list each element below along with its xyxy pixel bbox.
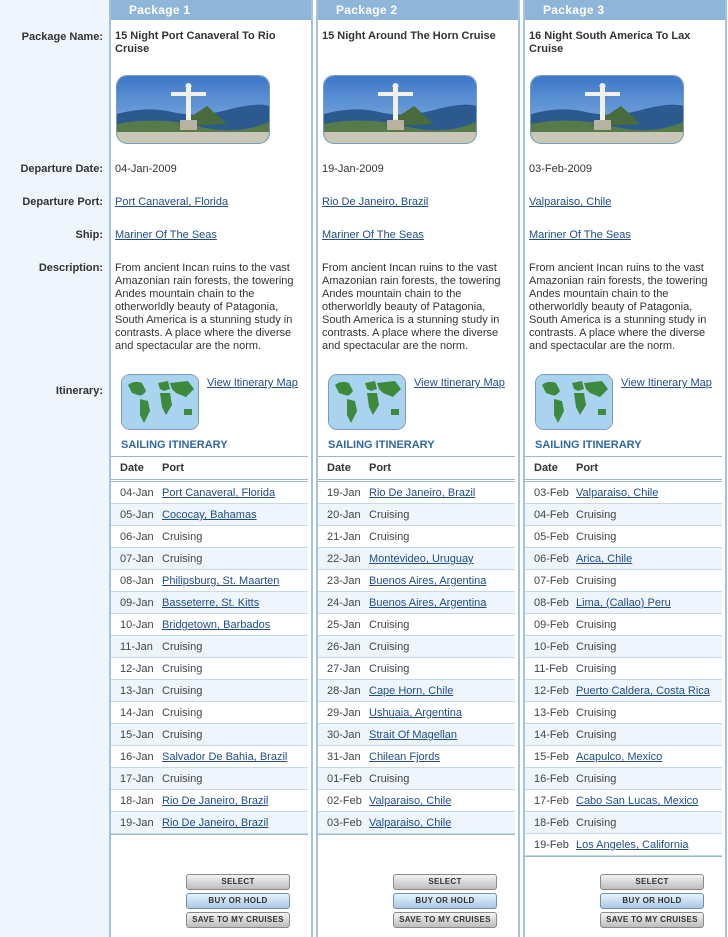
row-port-link[interactable]: Salvador De Bahia, Brazil [162, 751, 288, 763]
row-port: Cruising [576, 619, 617, 631]
rio-cruise-photo [323, 75, 477, 144]
table-row [318, 768, 515, 790]
row-date: 15-Feb [534, 751, 569, 763]
row-port: Cruising [162, 729, 203, 741]
ship-link[interactable]: Mariner Of The Seas [529, 229, 631, 241]
package-header: Package 3 [525, 0, 725, 20]
row-port: Cruising [576, 663, 617, 675]
table-row [525, 592, 722, 614]
row-date: 29-Jan [327, 707, 361, 719]
package-name: 15 Night Around The Horn Cruise [322, 30, 496, 42]
table-row [318, 504, 515, 526]
row-port-link[interactable]: Port Canaveral, Florida [162, 487, 276, 499]
label-column [0, 0, 109, 937]
row-port: Cruising [576, 531, 617, 543]
rio-cruise-photo [530, 75, 684, 144]
table-row [318, 526, 515, 548]
itinerary-table [525, 456, 722, 857]
row-date: 05-Jan [120, 509, 154, 521]
row-port-link[interactable]: Buenos Aires, Argentina [369, 597, 487, 609]
row-port: Cruising [576, 509, 617, 521]
select-button[interactable]: SELECT [186, 874, 290, 890]
departure-date: 03-Feb-2009 [529, 163, 592, 175]
table-row [111, 724, 308, 746]
row-date: 03-Feb [534, 487, 569, 499]
table-row [525, 702, 722, 724]
table-row [318, 636, 515, 658]
row-port-link[interactable]: Ushuaia, Argentina [369, 707, 462, 719]
row-date: 17-Feb [534, 795, 569, 807]
row-port-link[interactable]: Rio De Janeiro, Brazil [162, 795, 269, 807]
table-row [111, 482, 308, 504]
row-port: Cruising [369, 509, 410, 521]
row-date: 10-Feb [534, 641, 569, 653]
table-rows [111, 482, 308, 834]
table-row [318, 482, 515, 504]
row-port-link[interactable]: Acapulco, Mexico [576, 751, 663, 763]
table-row [525, 768, 722, 790]
buy-or-hold-button[interactable]: BUY OR HOLD [600, 893, 704, 909]
itinerary-table [111, 456, 308, 835]
row-date: 06-Jan [120, 531, 154, 543]
ship-label: Ship: [75, 229, 103, 241]
row-date: 21-Jan [327, 531, 361, 543]
table-row [318, 812, 515, 834]
row-port: Cruising [162, 685, 203, 697]
table-row [525, 724, 722, 746]
row-date: 16-Feb [534, 773, 569, 785]
row-port: Cruising [162, 641, 203, 653]
table-row [111, 746, 308, 768]
ship-link[interactable]: Mariner Of The Seas [115, 229, 217, 241]
table-row [111, 702, 308, 724]
table-bottom-rule [525, 856, 722, 857]
row-port-link[interactable]: Montevideo, Uruguay [369, 553, 474, 565]
table-bottom-rule [318, 834, 515, 835]
save-to-my-cruises-button[interactable]: SAVE TO MY CRUISES [600, 912, 704, 928]
itinerary-label: Itinerary: [55, 385, 103, 397]
col-date-header: Date [534, 462, 558, 474]
package-name: 16 Night South America To Lax Cruise [529, 30, 691, 55]
table-row [525, 482, 722, 504]
row-date: 23-Jan [327, 575, 361, 587]
departure-port-link[interactable]: Valparaiso, Chile [529, 196, 612, 208]
row-port-link[interactable]: Rio De Janeiro, Brazil [369, 487, 476, 499]
table-row [111, 680, 308, 702]
buy-or-hold-button[interactable]: BUY OR HOLD [393, 893, 497, 909]
sailing-itinerary-title: SAILING ITINERARY [535, 439, 642, 451]
row-port-link[interactable]: Valparaiso, Chile [576, 487, 659, 499]
save-to-my-cruises-button[interactable]: SAVE TO MY CRUISES [393, 912, 497, 928]
package-header: Package 1 [111, 0, 311, 20]
ship-link[interactable]: Mariner Of The Seas [322, 229, 424, 241]
row-date: 02-Feb [327, 795, 362, 807]
row-port: Cruising [162, 553, 203, 565]
table-row [525, 812, 722, 834]
row-port: Cruising [162, 531, 203, 543]
row-date: 25-Jan [327, 619, 361, 631]
table-row [525, 658, 722, 680]
world-map-icon[interactable] [121, 374, 199, 430]
row-port: Cruising [576, 641, 617, 653]
row-date: 20-Jan [327, 509, 361, 521]
row-port: Cruising [369, 619, 410, 631]
row-date: 04-Jan [120, 487, 154, 499]
table-row [318, 702, 515, 724]
row-port: Cruising [369, 773, 410, 785]
row-date: 12-Jan [120, 663, 154, 675]
buy-or-hold-button[interactable]: BUY OR HOLD [186, 893, 290, 909]
rio-cruise-photo [116, 75, 270, 144]
package-header: Package 2 [318, 0, 518, 20]
package-name-label: Package Name: [21, 31, 103, 43]
row-date: 08-Jan [120, 575, 154, 587]
row-date: 05-Feb [534, 531, 569, 543]
row-date: 19-Feb [534, 839, 569, 851]
row-port: Cruising [369, 641, 410, 653]
package-column [523, 0, 727, 937]
package-column [109, 0, 313, 937]
row-date: 06-Feb [534, 553, 569, 565]
row-date: 10-Jan [120, 619, 154, 631]
row-date: 17-Jan [120, 773, 154, 785]
table-row [111, 526, 308, 548]
col-port-header: Port [162, 462, 184, 474]
row-port: Cruising [162, 707, 203, 719]
row-port-link[interactable]: Rio De Janeiro, Brazil [162, 817, 269, 829]
table-row [111, 768, 308, 790]
row-port: Cruising [162, 663, 203, 675]
table-bottom-rule [111, 834, 308, 835]
table-row [525, 526, 722, 548]
departure-port-label: Departure Port: [22, 196, 103, 208]
row-date: 11-Jan [120, 641, 153, 653]
departure-port-link[interactable]: Rio De Janeiro, Brazil [322, 196, 429, 208]
departure-date: 19-Jan-2009 [322, 163, 384, 175]
row-port-link[interactable]: Valparaiso, Chile [369, 795, 452, 807]
row-date: 19-Jan [327, 487, 361, 499]
row-port: Cruising [576, 707, 617, 719]
departure-date-label: Departure Date: [20, 163, 103, 175]
table-row [111, 614, 308, 636]
row-date: 07-Feb [534, 575, 569, 587]
row-date: 11-Feb [534, 663, 569, 675]
package-column [316, 0, 520, 937]
table-row [318, 724, 515, 746]
departure-date: 04-Jan-2009 [115, 163, 177, 175]
row-date: 09-Jan [120, 597, 154, 609]
row-port-link[interactable]: Philipsburg, St. Maarten [162, 575, 280, 587]
row-date: 24-Jan [327, 597, 361, 609]
row-port: Cruising [576, 817, 617, 829]
table-row [111, 790, 308, 812]
table-header [111, 457, 308, 482]
table-row [318, 570, 515, 592]
row-port-link[interactable]: Cabo San Lucas, Mexico [576, 795, 699, 807]
description-text: From ancient Incan ruins to the vast Amazonian rain forests, the towering Andes mountain chain to the otherworldly beauty of Patagonia, South America is a stunning study in contrasts. A place where the diverse and spectacular are the norm. [322, 262, 501, 352]
col-port-header: Port [576, 462, 598, 474]
departure-port-link[interactable]: Port Canaveral, Florida [115, 196, 229, 208]
table-row [525, 548, 722, 570]
table-row [525, 834, 722, 856]
world-map-icon[interactable] [328, 374, 406, 430]
view-itinerary-map-link[interactable]: View Itinerary Map [621, 377, 712, 389]
table-row [318, 592, 515, 614]
table-row [525, 504, 722, 526]
row-port-link[interactable]: Buenos Aires, Argentina [369, 575, 487, 587]
row-port: Cruising [576, 729, 617, 741]
row-port-link[interactable]: Lima, (Callao) Peru [576, 597, 671, 609]
row-date: 31-Jan [327, 751, 361, 763]
col-port-header: Port [369, 462, 391, 474]
col-date-header: Date [327, 462, 351, 474]
row-port: Cruising [162, 773, 203, 785]
itinerary-table [318, 456, 515, 835]
table-row [111, 592, 308, 614]
table-row [525, 746, 722, 768]
row-port-link[interactable]: Valparaiso, Chile [369, 817, 452, 829]
row-date: 27-Jan [327, 663, 361, 675]
sailing-itinerary-title: SAILING ITINERARY [121, 439, 228, 451]
table-row [111, 548, 308, 570]
row-port-link[interactable]: Strait Of Magellan [369, 729, 458, 741]
row-date: 18-Feb [534, 817, 569, 829]
package-name: 15 Night Port Canaveral To Rio Cruise [115, 30, 276, 55]
row-date: 18-Jan [120, 795, 154, 807]
description-text: From ancient Incan ruins to the vast Amazonian rain forests, the towering Andes mountain chain to the otherworldly beauty of Patagonia, South America is a stunning study in contrasts. A place where the diverse and spectacular are the norm. [115, 262, 294, 352]
row-date: 09-Feb [534, 619, 569, 631]
row-date: 13-Jan [120, 685, 154, 697]
col-date-header: Date [120, 462, 144, 474]
row-port-link[interactable]: Arica, Chile [576, 553, 633, 565]
world-map-icon[interactable] [535, 374, 613, 430]
table-row [111, 812, 308, 834]
save-to-my-cruises-button[interactable]: SAVE TO MY CRUISES [186, 912, 290, 928]
view-itinerary-map-link[interactable]: View Itinerary Map [414, 377, 505, 389]
row-date: 15-Jan [120, 729, 154, 741]
table-row [111, 658, 308, 680]
table-rows [525, 482, 722, 856]
row-date: 14-Jan [120, 707, 154, 719]
table-row [111, 636, 308, 658]
table-row [318, 680, 515, 702]
row-date: 19-Jan [120, 817, 154, 829]
row-port-link[interactable]: Chilean Fjords [369, 751, 440, 763]
table-row [318, 548, 515, 570]
sailing-itinerary-title: SAILING ITINERARY [328, 439, 435, 451]
table-row [318, 790, 515, 812]
table-row [525, 614, 722, 636]
row-date: 14-Feb [534, 729, 569, 741]
row-date: 04-Feb [534, 509, 569, 521]
row-port: Cruising [369, 531, 410, 543]
table-header [525, 457, 722, 482]
table-row [525, 680, 722, 702]
row-date: 07-Jan [120, 553, 154, 565]
row-port-link[interactable]: Cococay, Bahamas [162, 509, 257, 521]
table-row [525, 636, 722, 658]
row-port: Cruising [576, 773, 617, 785]
row-date: 26-Jan [327, 641, 361, 653]
select-button[interactable]: SELECT [600, 874, 704, 890]
row-port-link[interactable]: Bridgetown, Barbados [162, 619, 271, 631]
row-date: 22-Jan [327, 553, 361, 565]
row-port-link[interactable]: Los Angeles, California [576, 839, 689, 851]
table-row [111, 570, 308, 592]
row-date: 08-Feb [534, 597, 569, 609]
table-header [318, 457, 515, 482]
table-row [111, 504, 308, 526]
table-row [318, 614, 515, 636]
row-date: 03-Feb [327, 817, 362, 829]
row-port-link[interactable]: Basseterre, St. Kitts [162, 597, 260, 609]
row-port: Cruising [369, 663, 410, 675]
row-date: 01-Feb [327, 773, 362, 785]
row-date: 13-Feb [534, 707, 569, 719]
select-button[interactable]: SELECT [393, 874, 497, 890]
row-port-link[interactable]: Puerto Caldera, Costa Rica [576, 685, 710, 697]
row-date: 30-Jan [327, 729, 361, 741]
table-row [525, 790, 722, 812]
table-row [525, 570, 722, 592]
table-row [318, 746, 515, 768]
table-row [318, 658, 515, 680]
row-date: 12-Feb [534, 685, 569, 697]
description-text: From ancient Incan ruins to the vast Amazonian rain forests, the towering Andes mountain chain to the otherworldly beauty of Patagonia, South America is a stunning study in contrasts. A place where the diverse and spectacular are the norm. [529, 262, 708, 352]
row-port-link[interactable]: Cape Horn, Chile [369, 685, 454, 697]
row-date: 28-Jan [327, 685, 361, 697]
row-date: 16-Jan [120, 751, 154, 763]
description-label: Description: [38, 262, 103, 274]
row-port: Cruising [576, 575, 617, 587]
table-rows [318, 482, 515, 834]
view-itinerary-map-link[interactable]: View Itinerary Map [207, 377, 298, 389]
